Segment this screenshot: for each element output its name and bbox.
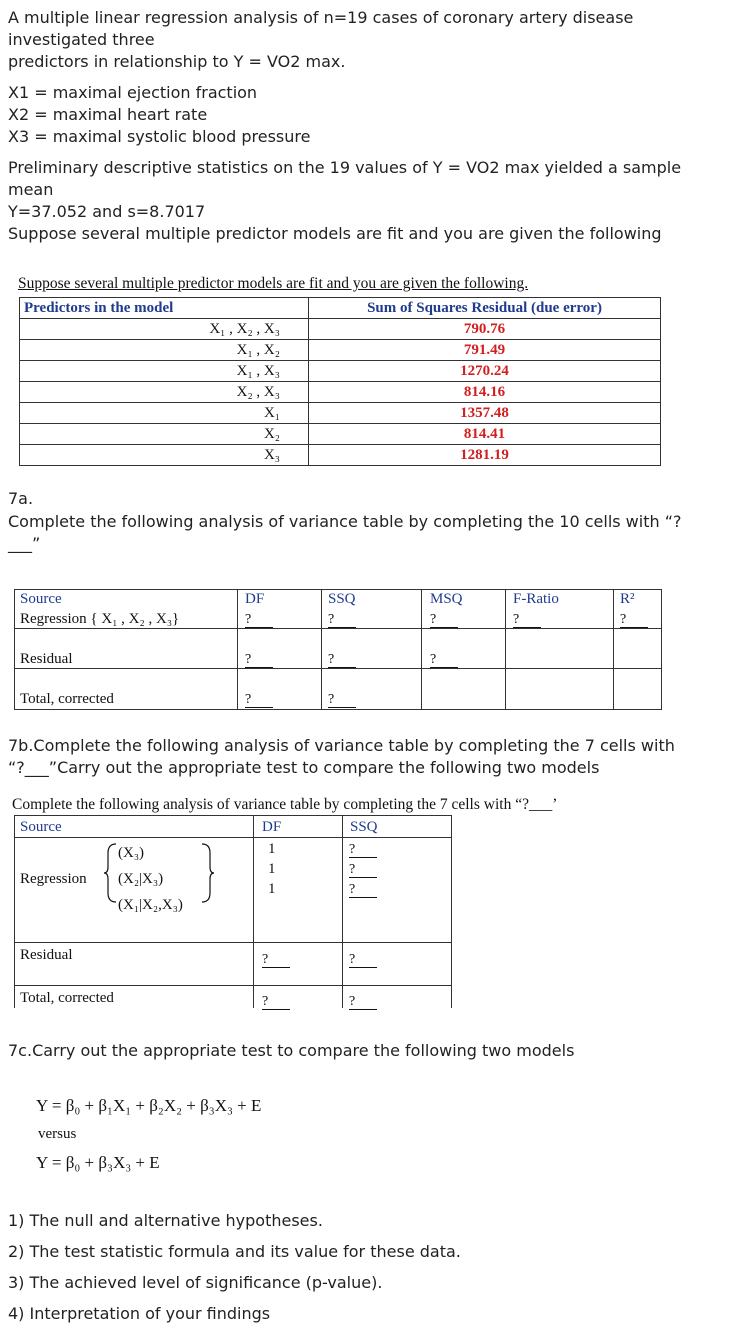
blank-cell[interactable]: ? (328, 693, 356, 708)
residual-label: Residual (20, 651, 73, 667)
model-cell: X₁ , X₂ (20, 340, 309, 361)
blank-cell[interactable]: ? (245, 653, 273, 668)
anova-table-7b (0, 815, 744, 1015)
table1-caption: Suppose several multiple predictor models are fit and you are given the following. (18, 275, 529, 292)
model-cell: X₂ (20, 424, 309, 445)
model-cell: X₂ , X₃ (20, 382, 309, 403)
df-value: 1 (268, 841, 276, 857)
ss-cell: 814.41 (309, 424, 661, 445)
intro-line-2: investigated three (8, 30, 155, 49)
blank-cell[interactable]: ? (328, 653, 356, 668)
versus-label: versus (38, 1126, 77, 1142)
prelim-line-1: Preliminary descriptive statistics on the 19 values of Y = VO2 max yielded a sample (8, 158, 682, 177)
table-row (20, 424, 661, 445)
ss-cell: 814.16 (309, 382, 661, 403)
blank-cell[interactable]: ? (349, 995, 377, 1010)
blank-cell[interactable]: ? (430, 653, 458, 668)
header-source: Source (20, 591, 62, 607)
ss-cell: 791.49 (309, 340, 661, 361)
intro-line-3: predictors in relationship to Y = VO2 max. (8, 52, 346, 71)
header-df: DF (262, 819, 282, 835)
ss-cell: 1281.19 (309, 445, 661, 466)
ss-cell: 790.76 (309, 319, 661, 340)
header-source: Source (20, 819, 62, 835)
sse-table (19, 297, 661, 466)
blank-cell[interactable]: ? (620, 613, 648, 628)
model-full: Y = β₀ + β₁X₁ + β₂X₂ + β₃X₃ + E (36, 1096, 262, 1115)
intro-line-1: A multiple linear regression analysis of n=19 cases of coronary artery disease (8, 8, 634, 27)
header-df: DF (245, 591, 265, 607)
table-row (20, 319, 661, 340)
table-header-row (20, 298, 661, 319)
right-brace-icon (200, 843, 214, 903)
q7a-text-1: Complete the following analysis of variance table by completing the 10 cells with “? (8, 512, 682, 531)
predictor-x3: X3 = maximal systolic blood pressure (8, 127, 311, 146)
total-label: Total, corrected (20, 990, 114, 1006)
table-row (20, 403, 661, 424)
col-sum-squares: Sum of Squares Residual (due error) (309, 298, 661, 319)
term-x1-given-x2-x3: (X₁|X₂,X₃) (118, 897, 183, 913)
header-ssq: SSQ (328, 591, 356, 607)
regression-label: Regression { X₁ , X₂ , X₃} (20, 611, 180, 627)
residual-label: Residual (20, 947, 73, 963)
df-value: 1 (268, 861, 276, 877)
total-label: Total, corrected (20, 691, 114, 707)
blank-cell[interactable]: ? (245, 693, 273, 708)
predictor-x1: X1 = maximal ejection fraction (8, 83, 258, 102)
list-item: 3) The achieved level of significance (p-value). (8, 1273, 383, 1292)
table-row (20, 340, 661, 361)
q7c-text: 7c.Carry out the appropriate test to compare the following two models (8, 1041, 575, 1060)
blank-cell[interactable]: ? (349, 863, 377, 878)
model-reduced: Y = β₀ + β₃X₃ + E (36, 1153, 160, 1172)
list-item: 2) The test statistic formula and its value for these data. (8, 1242, 461, 1261)
table-row (20, 382, 661, 403)
table2-caption: Complete the following analysis of variance table by completing the 7 cells with “?___’ (12, 796, 558, 813)
predictor-x2: X2 = maximal heart rate (8, 105, 208, 124)
prelim-line-2: mean (8, 180, 54, 199)
df-value: 1 (268, 881, 276, 897)
prelim-line-4: Suppose several multiple predictor models are fit and you are given the following (8, 224, 662, 243)
header-ssq: SSQ (350, 819, 378, 835)
list-item: 4) Interpretation of your findings (8, 1304, 271, 1323)
model-cell: X₃ (20, 445, 309, 466)
q7a-label: 7a. (8, 489, 34, 508)
ss-cell: 1357.48 (309, 403, 661, 424)
blank-cell[interactable]: ? (245, 613, 273, 628)
header-r2: R² (620, 591, 635, 607)
header-f-ratio: F-Ratio (513, 591, 559, 607)
model-cell: X₁ (20, 403, 309, 424)
anova-table-7a (0, 580, 744, 715)
blank-cell[interactable]: ? (430, 613, 458, 628)
left-brace-icon (104, 843, 118, 903)
blank-cell[interactable]: ? (262, 995, 290, 1010)
list-item: 1) The null and alternative hypotheses. (8, 1211, 323, 1230)
blank-cell[interactable]: ? (262, 953, 290, 968)
term-x2-given-x3: (X₂|X₃) (118, 871, 164, 887)
header-msq: MSQ (430, 591, 463, 607)
q7b-text-1: 7b.Complete the following analysis of variance table by completing the 7 cells with (8, 736, 675, 755)
table-row (20, 445, 661, 466)
q7b-text-2: “?___”Carry out the appropriate test to compare the following two models (8, 758, 600, 777)
blank-cell[interactable]: ? (349, 953, 377, 968)
regression-label: Regression (20, 871, 87, 887)
blank-cell[interactable]: ? (349, 843, 377, 858)
prelim-line-3: Y=37.052 and s=8.7017 (8, 202, 206, 221)
term-x3: (X₃) (118, 845, 145, 861)
blank-cell[interactable]: ? (349, 883, 377, 898)
q7a-text-2: ___” (8, 534, 41, 553)
ss-cell: 1270.24 (309, 361, 661, 382)
model-cell: X₁ , X₃ (20, 361, 309, 382)
model-cell: X₁ , X₂ , X₃ (20, 319, 309, 340)
blank-cell[interactable]: ? (513, 613, 541, 628)
table-row (20, 361, 661, 382)
col-predictors: Predictors in the model (20, 298, 309, 319)
blank-cell[interactable]: ? (328, 613, 356, 628)
